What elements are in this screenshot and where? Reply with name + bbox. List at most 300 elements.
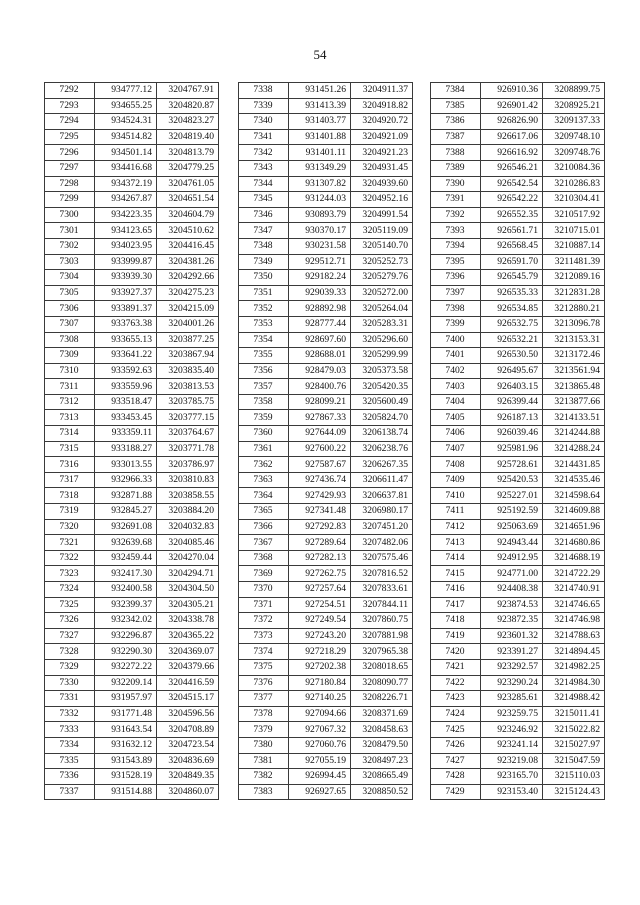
y-coordinate: 3203867.94 xyxy=(157,348,219,364)
y-coordinate: 3214788.63 xyxy=(543,628,605,644)
point-number: 7413 xyxy=(431,535,481,551)
y-coordinate: 3205296.60 xyxy=(351,332,413,348)
table-row xyxy=(45,160,219,176)
table-row xyxy=(45,519,219,535)
y-coordinate: 3205283.31 xyxy=(351,316,413,332)
y-coordinate: 3208925.21 xyxy=(543,98,605,114)
point-number: 7412 xyxy=(431,519,481,535)
point-number: 7405 xyxy=(431,410,481,426)
y-coordinate: 3213561.94 xyxy=(543,363,605,379)
point-number: 7398 xyxy=(431,301,481,317)
point-number: 7384 xyxy=(431,83,481,99)
x-coordinate: 932417.30 xyxy=(95,566,157,582)
point-number: 7299 xyxy=(45,192,95,208)
y-coordinate: 3214746.98 xyxy=(543,613,605,629)
point-number: 7346 xyxy=(239,207,289,223)
x-coordinate: 927600.22 xyxy=(289,441,351,457)
point-number: 7392 xyxy=(431,207,481,223)
x-coordinate: 931403.77 xyxy=(289,114,351,130)
y-coordinate: 3204911.37 xyxy=(351,83,413,99)
y-coordinate: 3214651.96 xyxy=(543,519,605,535)
y-coordinate: 3204708.89 xyxy=(157,722,219,738)
point-number: 7410 xyxy=(431,488,481,504)
table-row xyxy=(45,597,219,613)
table-row xyxy=(239,691,413,707)
y-coordinate: 3214244.88 xyxy=(543,426,605,442)
table-row xyxy=(431,488,605,504)
x-coordinate: 933655.13 xyxy=(95,332,157,348)
x-coordinate: 933518.47 xyxy=(95,394,157,410)
table-row xyxy=(431,722,605,738)
table-row xyxy=(239,426,413,442)
y-coordinate: 3205119.09 xyxy=(351,223,413,239)
table-row xyxy=(431,332,605,348)
x-coordinate: 923874.53 xyxy=(481,597,543,613)
table-row xyxy=(239,737,413,753)
table-row xyxy=(45,504,219,520)
y-coordinate: 3208018.65 xyxy=(351,659,413,675)
table-row xyxy=(45,223,219,239)
table-row xyxy=(45,706,219,722)
table-row xyxy=(431,160,605,176)
x-coordinate: 923872.35 xyxy=(481,613,543,629)
x-coordinate: 934372.19 xyxy=(95,176,157,192)
x-coordinate: 927060.76 xyxy=(289,737,351,753)
point-number: 7399 xyxy=(431,316,481,332)
point-number: 7326 xyxy=(45,613,95,629)
table-row xyxy=(239,784,413,800)
point-number: 7303 xyxy=(45,254,95,270)
point-number: 7301 xyxy=(45,223,95,239)
y-coordinate: 3214740.91 xyxy=(543,582,605,598)
table-row xyxy=(45,145,219,161)
y-coordinate: 3204921.23 xyxy=(351,145,413,161)
coordinates-table-2 xyxy=(238,82,413,800)
x-coordinate: 928697.60 xyxy=(289,332,351,348)
table-row xyxy=(239,613,413,629)
y-coordinate: 3212831.28 xyxy=(543,285,605,301)
y-coordinate: 3208479.50 xyxy=(351,737,413,753)
table-row xyxy=(45,285,219,301)
x-coordinate: 926546.21 xyxy=(481,160,543,176)
table-row xyxy=(431,410,605,426)
x-coordinate: 926568.45 xyxy=(481,238,543,254)
point-number: 7325 xyxy=(45,597,95,613)
point-number: 7317 xyxy=(45,472,95,488)
point-number: 7407 xyxy=(431,441,481,457)
point-number: 7351 xyxy=(239,285,289,301)
point-number: 7352 xyxy=(239,301,289,317)
y-coordinate: 3214535.46 xyxy=(543,472,605,488)
x-coordinate: 927140.25 xyxy=(289,691,351,707)
point-number: 7370 xyxy=(239,582,289,598)
y-coordinate: 3210517.92 xyxy=(543,207,605,223)
point-number: 7297 xyxy=(45,160,95,176)
x-coordinate: 926532.21 xyxy=(481,332,543,348)
point-number: 7428 xyxy=(431,769,481,785)
y-coordinate: 3204416.45 xyxy=(157,238,219,254)
table-row xyxy=(431,628,605,644)
point-number: 7390 xyxy=(431,176,481,192)
y-coordinate: 3210286.83 xyxy=(543,176,605,192)
table-row xyxy=(45,379,219,395)
y-coordinate: 3204215.09 xyxy=(157,301,219,317)
y-coordinate: 3203810.83 xyxy=(157,472,219,488)
point-number: 7343 xyxy=(239,160,289,176)
table-row xyxy=(45,488,219,504)
x-coordinate: 934416.68 xyxy=(95,160,157,176)
table-row xyxy=(45,753,219,769)
y-coordinate: 3204819.40 xyxy=(157,129,219,145)
point-number: 7401 xyxy=(431,348,481,364)
x-coordinate: 926495.67 xyxy=(481,363,543,379)
point-number: 7320 xyxy=(45,519,95,535)
x-coordinate: 934655.25 xyxy=(95,98,157,114)
table-row xyxy=(431,426,605,442)
point-number: 7308 xyxy=(45,332,95,348)
point-number: 7386 xyxy=(431,114,481,130)
y-coordinate: 3204292.66 xyxy=(157,270,219,286)
point-number: 7375 xyxy=(239,659,289,675)
table-row xyxy=(431,176,605,192)
table-row xyxy=(45,316,219,332)
y-coordinate: 3206238.76 xyxy=(351,441,413,457)
table-row xyxy=(431,691,605,707)
table-row xyxy=(45,737,219,753)
x-coordinate: 926542.22 xyxy=(481,192,543,208)
table-row xyxy=(45,207,219,223)
table-row xyxy=(45,644,219,660)
x-coordinate: 926826.90 xyxy=(481,114,543,130)
y-coordinate: 3206611.47 xyxy=(351,472,413,488)
x-coordinate: 927644.09 xyxy=(289,426,351,442)
x-coordinate: 923292.57 xyxy=(481,659,543,675)
y-coordinate: 3208458.63 xyxy=(351,722,413,738)
point-number: 7329 xyxy=(45,659,95,675)
x-coordinate: 926616.92 xyxy=(481,145,543,161)
y-coordinate: 3204651.54 xyxy=(157,192,219,208)
y-coordinate: 3207816.52 xyxy=(351,566,413,582)
y-coordinate: 3205299.99 xyxy=(351,348,413,364)
y-coordinate: 3208371.69 xyxy=(351,706,413,722)
table-row xyxy=(239,504,413,520)
x-coordinate: 926542.54 xyxy=(481,176,543,192)
y-coordinate: 3204369.07 xyxy=(157,644,219,660)
point-number: 7338 xyxy=(239,83,289,99)
x-coordinate: 926552.35 xyxy=(481,207,543,223)
table-row xyxy=(431,582,605,598)
y-coordinate: 3205272.00 xyxy=(351,285,413,301)
point-number: 7333 xyxy=(45,722,95,738)
x-coordinate: 926039.46 xyxy=(481,426,543,442)
table-row xyxy=(431,379,605,395)
point-number: 7425 xyxy=(431,722,481,738)
y-coordinate: 3203777.15 xyxy=(157,410,219,426)
table-row xyxy=(45,441,219,457)
point-number: 7305 xyxy=(45,285,95,301)
point-number: 7362 xyxy=(239,457,289,473)
table-row xyxy=(431,706,605,722)
y-coordinate: 3214133.51 xyxy=(543,410,605,426)
x-coordinate: 932459.44 xyxy=(95,550,157,566)
y-coordinate: 3214988.42 xyxy=(543,691,605,707)
table-row xyxy=(45,410,219,426)
y-coordinate: 3214746.65 xyxy=(543,597,605,613)
x-coordinate: 931771.48 xyxy=(95,706,157,722)
table-row xyxy=(45,332,219,348)
table-row xyxy=(45,675,219,691)
x-coordinate: 930231.58 xyxy=(289,238,351,254)
x-coordinate: 928892.98 xyxy=(289,301,351,317)
y-coordinate: 3204723.54 xyxy=(157,737,219,753)
x-coordinate: 932639.68 xyxy=(95,535,157,551)
table-row xyxy=(431,441,605,457)
x-coordinate: 931528.19 xyxy=(95,769,157,785)
x-coordinate: 927867.33 xyxy=(289,410,351,426)
point-number: 7400 xyxy=(431,332,481,348)
x-coordinate: 932399.37 xyxy=(95,597,157,613)
x-coordinate: 931514.88 xyxy=(95,784,157,800)
y-coordinate: 3204849.35 xyxy=(157,769,219,785)
point-number: 7310 xyxy=(45,363,95,379)
x-coordinate: 932400.58 xyxy=(95,582,157,598)
table-row xyxy=(45,613,219,629)
y-coordinate: 3205373.58 xyxy=(351,363,413,379)
table-row xyxy=(239,332,413,348)
y-coordinate: 3204338.78 xyxy=(157,613,219,629)
table-row xyxy=(239,582,413,598)
y-coordinate: 3204939.60 xyxy=(351,176,413,192)
x-coordinate: 926530.50 xyxy=(481,348,543,364)
table-row xyxy=(431,659,605,675)
table-row xyxy=(431,597,605,613)
table-row xyxy=(45,192,219,208)
point-number: 7379 xyxy=(239,722,289,738)
x-coordinate: 926399.44 xyxy=(481,394,543,410)
table-row xyxy=(431,270,605,286)
point-number: 7347 xyxy=(239,223,289,239)
table-row xyxy=(239,145,413,161)
y-coordinate: 3203884.20 xyxy=(157,504,219,520)
table-row xyxy=(239,316,413,332)
x-coordinate: 924943.44 xyxy=(481,535,543,551)
y-coordinate: 3215022.82 xyxy=(543,722,605,738)
table-row xyxy=(431,550,605,566)
point-number: 7423 xyxy=(431,691,481,707)
x-coordinate: 928400.76 xyxy=(289,379,351,395)
x-coordinate: 925063.69 xyxy=(481,519,543,535)
x-coordinate: 929182.24 xyxy=(289,270,351,286)
x-coordinate: 924408.38 xyxy=(481,582,543,598)
y-coordinate: 3204921.09 xyxy=(351,129,413,145)
table-row xyxy=(239,753,413,769)
x-coordinate: 928688.01 xyxy=(289,348,351,364)
table-row xyxy=(239,207,413,223)
point-number: 7364 xyxy=(239,488,289,504)
y-coordinate: 3206980.17 xyxy=(351,504,413,520)
table-row xyxy=(431,114,605,130)
y-coordinate: 3204823.27 xyxy=(157,114,219,130)
y-coordinate: 3203877.25 xyxy=(157,332,219,348)
point-number: 7411 xyxy=(431,504,481,520)
point-number: 7315 xyxy=(45,441,95,457)
y-coordinate: 3213877.66 xyxy=(543,394,605,410)
x-coordinate: 925420.53 xyxy=(481,472,543,488)
point-number: 7294 xyxy=(45,114,95,130)
point-number: 7300 xyxy=(45,207,95,223)
point-number: 7393 xyxy=(431,223,481,239)
table-row xyxy=(45,238,219,254)
x-coordinate: 928479.03 xyxy=(289,363,351,379)
table-row xyxy=(431,348,605,364)
table-row xyxy=(431,98,605,114)
table-row xyxy=(45,83,219,99)
x-coordinate: 931643.54 xyxy=(95,722,157,738)
point-number: 7385 xyxy=(431,98,481,114)
table-row xyxy=(239,457,413,473)
page-number: 54 xyxy=(313,47,327,62)
point-number: 7340 xyxy=(239,114,289,130)
table-row xyxy=(45,550,219,566)
x-coordinate: 923153.40 xyxy=(481,784,543,800)
point-number: 7334 xyxy=(45,737,95,753)
table-row xyxy=(239,628,413,644)
y-coordinate: 3205264.04 xyxy=(351,301,413,317)
x-coordinate: 929039.33 xyxy=(289,285,351,301)
point-number: 7415 xyxy=(431,566,481,582)
x-coordinate: 927282.13 xyxy=(289,550,351,566)
table-row xyxy=(239,488,413,504)
y-coordinate: 3214680.86 xyxy=(543,535,605,551)
table-row xyxy=(239,379,413,395)
x-coordinate: 927249.54 xyxy=(289,613,351,629)
x-coordinate: 923241.14 xyxy=(481,737,543,753)
y-coordinate: 3203858.55 xyxy=(157,488,219,504)
y-coordinate: 3204767.91 xyxy=(157,83,219,99)
x-coordinate: 932209.14 xyxy=(95,675,157,691)
point-number: 7391 xyxy=(431,192,481,208)
table-row xyxy=(431,519,605,535)
y-coordinate: 3207965.38 xyxy=(351,644,413,660)
y-coordinate: 3214609.88 xyxy=(543,504,605,520)
x-coordinate: 927289.64 xyxy=(289,535,351,551)
table-row xyxy=(431,223,605,239)
table-row xyxy=(45,254,219,270)
table-row xyxy=(239,223,413,239)
table-row xyxy=(45,691,219,707)
point-number: 7420 xyxy=(431,644,481,660)
y-coordinate: 3215027.97 xyxy=(543,737,605,753)
point-number: 7429 xyxy=(431,784,481,800)
x-coordinate: 923285.61 xyxy=(481,691,543,707)
table-row xyxy=(431,207,605,223)
y-coordinate: 3207881.98 xyxy=(351,628,413,644)
table-row xyxy=(239,472,413,488)
y-coordinate: 3215011.41 xyxy=(543,706,605,722)
table-row xyxy=(45,114,219,130)
y-coordinate: 3204836.69 xyxy=(157,753,219,769)
point-number: 7368 xyxy=(239,550,289,566)
y-coordinate: 3206637.81 xyxy=(351,488,413,504)
y-coordinate: 3214982.25 xyxy=(543,659,605,675)
point-number: 7371 xyxy=(239,597,289,613)
table-row xyxy=(45,535,219,551)
x-coordinate: 924912.95 xyxy=(481,550,543,566)
table-row xyxy=(45,301,219,317)
y-coordinate: 3208226.71 xyxy=(351,691,413,707)
y-coordinate: 3204813.79 xyxy=(157,145,219,161)
y-coordinate: 3206138.74 xyxy=(351,426,413,442)
table-row xyxy=(239,254,413,270)
point-number: 7406 xyxy=(431,426,481,442)
x-coordinate: 927257.64 xyxy=(289,582,351,598)
y-coordinate: 3204918.82 xyxy=(351,98,413,114)
x-coordinate: 934777.12 xyxy=(95,83,157,99)
point-number: 7337 xyxy=(45,784,95,800)
y-coordinate: 3204275.23 xyxy=(157,285,219,301)
x-coordinate: 932871.88 xyxy=(95,488,157,504)
table-row xyxy=(431,238,605,254)
x-coordinate: 933559.96 xyxy=(95,379,157,395)
point-number: 7331 xyxy=(45,691,95,707)
table-row xyxy=(239,348,413,364)
x-coordinate: 926901.42 xyxy=(481,98,543,114)
point-number: 7424 xyxy=(431,706,481,722)
x-coordinate: 923246.92 xyxy=(481,722,543,738)
y-coordinate: 3204379.66 xyxy=(157,659,219,675)
x-coordinate: 933188.27 xyxy=(95,441,157,457)
x-coordinate: 932272.22 xyxy=(95,659,157,675)
x-coordinate: 923601.32 xyxy=(481,628,543,644)
x-coordinate: 927254.51 xyxy=(289,597,351,613)
table-row xyxy=(431,504,605,520)
x-coordinate: 932691.08 xyxy=(95,519,157,535)
x-coordinate: 933927.37 xyxy=(95,285,157,301)
y-coordinate: 3204032.83 xyxy=(157,519,219,535)
table-row xyxy=(431,535,605,551)
x-coordinate: 934267.87 xyxy=(95,192,157,208)
x-coordinate: 927262.75 xyxy=(289,566,351,582)
y-coordinate: 3210887.14 xyxy=(543,238,605,254)
table-row xyxy=(45,784,219,800)
x-coordinate: 934514.82 xyxy=(95,129,157,145)
x-coordinate: 931244.03 xyxy=(289,192,351,208)
y-coordinate: 3210084.36 xyxy=(543,160,605,176)
x-coordinate: 926532.75 xyxy=(481,316,543,332)
table-row xyxy=(45,722,219,738)
x-coordinate: 931401.88 xyxy=(289,129,351,145)
point-number: 7344 xyxy=(239,176,289,192)
table-row xyxy=(239,98,413,114)
table-row xyxy=(239,301,413,317)
table-row xyxy=(239,129,413,145)
point-number: 7397 xyxy=(431,285,481,301)
point-number: 7367 xyxy=(239,535,289,551)
x-coordinate: 934524.31 xyxy=(95,114,157,130)
table-row xyxy=(45,98,219,114)
x-coordinate: 927429.93 xyxy=(289,488,351,504)
x-coordinate: 932342.02 xyxy=(95,613,157,629)
point-number: 7396 xyxy=(431,270,481,286)
y-coordinate: 3204761.05 xyxy=(157,176,219,192)
point-number: 7414 xyxy=(431,550,481,566)
y-coordinate: 3209748.10 xyxy=(543,129,605,145)
x-coordinate: 931451.26 xyxy=(289,83,351,99)
point-number: 7409 xyxy=(431,472,481,488)
table-row xyxy=(431,83,605,99)
x-coordinate: 933999.87 xyxy=(95,254,157,270)
y-coordinate: 3204779.25 xyxy=(157,160,219,176)
